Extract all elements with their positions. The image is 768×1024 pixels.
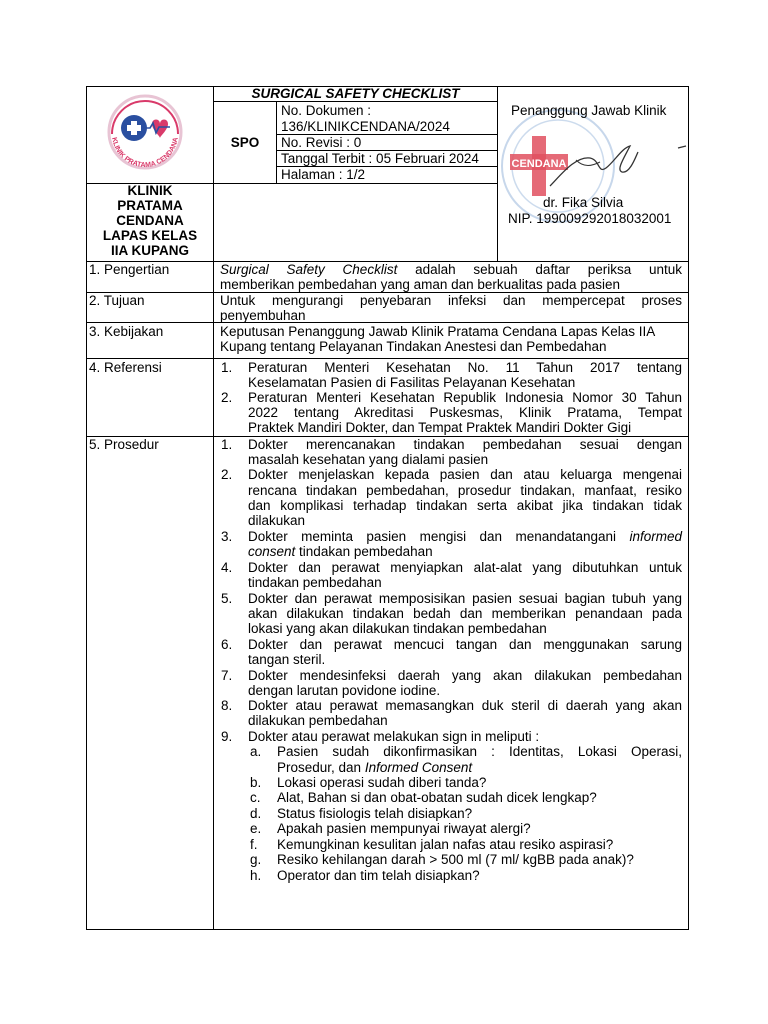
- sub-step-line: Kemungkinan kesulitan jalan nafas atau resiko aspirasi?: [277, 837, 614, 852]
- sub-step-letter: a.: [250, 744, 262, 759]
- ref-line: Peraturan Menteri Kesehatan Republik Indonesia Nomor 30 Tahun: [248, 390, 682, 405]
- sub-step-term: Informed Consent: [364, 760, 473, 775]
- tujuan-line2: penyembuhan: [220, 308, 306, 323]
- step-line: Dokter atau perawat memasangkan duk steril di daerah yang akan: [248, 698, 682, 713]
- sub-step-line: Status fisiologis telah disiapkan?: [277, 806, 473, 821]
- clinic-name-line: PRATAMA: [117, 198, 183, 213]
- step-line: Dokter dan perawat memposisikan pasien sesuai bagian tubuh yang: [248, 591, 682, 606]
- sub-step-line: Lokasi operasi sudah diberi tanda?: [277, 775, 487, 790]
- spo-label: SPO: [230, 135, 260, 150]
- ref-line: 2022 tentang Akreditasi Puskesmas, Klinik Pratama, Tempat: [248, 405, 682, 420]
- sub-step-letter: f.: [250, 837, 258, 852]
- ref-number: 1.: [221, 360, 233, 375]
- step-line: Dokter merencanakan tindakan pembedahan sesuai dengan: [248, 437, 682, 452]
- step-number: 7.: [221, 668, 233, 683]
- clinic-name-line: IIA KUPANG: [110, 243, 189, 258]
- section-label-tujuan: 2. Tujuan: [89, 293, 145, 308]
- clinic-name-line: LAPAS KELAS: [102, 228, 198, 243]
- kebijakan-line2: Kupang tentang Pelayanan Tindakan Anestesi dan Pembedahan: [220, 339, 607, 354]
- step-term: informed: [629, 529, 682, 544]
- clinic-name-line: KLINIK: [127, 183, 173, 198]
- step-term: consent: [248, 544, 296, 559]
- step-line: dilakukan pembedahan: [248, 713, 388, 728]
- divider-spo: [276, 101, 277, 184]
- step-line: lokasi yang akan dilakukan tindakan pembedahan: [248, 621, 547, 636]
- step-line: dilakukan: [248, 513, 306, 528]
- step-line: dan komplikasi terhadap tindakan serta akibat jika tindakan tidak: [248, 498, 682, 513]
- section-line-4: [86, 358, 689, 359]
- sub-step-line: Alat, Bahan si dan obat-obatan sudah dicek lengkap?: [277, 790, 597, 805]
- step-number: 8.: [221, 698, 233, 713]
- clinic-logo: [100, 94, 190, 170]
- pengertian-text: adalah sebuah daftar periksa untuk: [397, 262, 682, 277]
- step-line: Dokter menjelaskan kepada pasien dan atau keluarga mengenai: [248, 467, 682, 482]
- step-number: 6.: [221, 637, 233, 652]
- step-line: Dokter dan perawat mencuci tangan dan menggunakan sarung: [248, 637, 682, 652]
- sub-step-letter: b.: [250, 775, 262, 790]
- sub-step-letter: d.: [250, 806, 262, 821]
- document-title: SURGICAL SAFETY CHECKLIST: [251, 86, 460, 101]
- step-line: rencana tindakan pembedahan, prosedur tindakan, manfaat, resiko: [248, 483, 682, 498]
- step-line: akan dilakukan tindakan bedah dan memberikan penandaan pada: [248, 606, 682, 621]
- section-label-prosedur: 5. Prosedur: [89, 437, 159, 452]
- title-row-line: [213, 101, 497, 102]
- ref-line: Keselamatan Pasien di Fasilitas Pelayanan Kesehatan: [248, 375, 576, 390]
- clinic-name: [87, 183, 213, 258]
- ref-line: Praktek Mandiri Dokter, dan Tempat Praktek Mandiri Dokter Gigi: [248, 420, 632, 435]
- sub-step-letter: c.: [250, 790, 261, 805]
- sub-step-letter: h.: [250, 868, 262, 883]
- sub-step-line: Resiko kehilangan darah > 500 ml (7 ml/ kgBB pada anak)?: [277, 852, 634, 867]
- step-line: Dokter dan perawat menyiapkan alat-alat yang dibutuhkan untuk: [248, 560, 682, 575]
- step-line: tindakan pembedahan: [248, 575, 382, 590]
- step-line: [248, 529, 682, 544]
- logo-text: KLINIK PRATAMA CENDANA: [110, 136, 180, 170]
- sub-step-text: Prosedur, dan: [277, 760, 365, 775]
- border-bottom: [86, 929, 689, 930]
- step-line: [248, 544, 433, 559]
- divider-col1: [213, 86, 214, 930]
- pengertian-line2: memberikan pembedahan yang aman dan berkualitas pada pasien: [220, 277, 621, 292]
- sub-step-letter: g.: [250, 852, 262, 867]
- kebijakan-line1: Keputusan Penanggung Jawab Klinik Pratama Cendana Lapas Kelas IIA: [220, 324, 656, 339]
- clinic-name-line: CENDANA: [116, 213, 184, 228]
- step-text: Dokter meminta pasien mengisi dan menandatangani: [248, 529, 630, 544]
- step-line: dengan larutan povidone iodine.: [248, 683, 441, 698]
- section-label-referensi: 4. Referensi: [89, 360, 162, 375]
- step-number: 2.: [221, 467, 233, 482]
- step-number: 9.: [221, 729, 233, 744]
- responsible-title: Penanggung Jawab Klinik: [511, 103, 667, 118]
- step-line: Dokter mendesinfeksi daerah yang akan dilakukan pembedahan: [248, 668, 682, 683]
- pengertian-term: Surgical Safety Checklist: [220, 262, 398, 277]
- step-number: 1.: [221, 437, 233, 452]
- step-text: tindakan pembedahan: [295, 544, 433, 559]
- ref-line: Peraturan Menteri Kesehatan No. 11 Tahun 2017 tentang: [248, 360, 682, 375]
- sub-step-line: Apakah pasien mempunyai riwayat alergi?: [277, 821, 531, 836]
- responsible-nip: NIP. 199009292018032001: [508, 211, 672, 226]
- step-line: tangan steril.: [248, 652, 326, 667]
- step-number: 3.: [221, 529, 233, 544]
- step-number: 5.: [221, 591, 233, 606]
- section-label-pengertian: 1. Pengertian: [89, 262, 170, 277]
- sub-step-line: [277, 760, 472, 775]
- sub-step-line: Pasien sudah dikonfirmasikan : Identitas, Lokasi Operasi,: [277, 744, 682, 759]
- halaman: Halaman : 1/2: [281, 167, 366, 182]
- tujuan-line1: Untuk mengurangi penyebaran infeksi dan mempercepat proses: [220, 293, 682, 308]
- sub-step-line: Operator dan tim telah disiapkan?: [277, 868, 480, 883]
- no-dokumen-label: No. Dokumen :: [281, 103, 372, 118]
- section-line-3: [86, 322, 689, 323]
- responsible-name: dr. Fika Silvia: [543, 195, 624, 210]
- tanggal-terbit: Tanggal Terbit : 05 Februari 2024: [281, 151, 479, 166]
- no-revisi: No. Revisi : 0: [281, 135, 362, 150]
- step-line: masalah kesehatan yang dialami pasien: [248, 452, 489, 467]
- step-number: 4.: [221, 560, 233, 575]
- section-label-kebijakan: 3. Kebijakan: [89, 324, 164, 339]
- sub-step-letter: e.: [250, 821, 262, 836]
- ref-number: 2.: [221, 390, 233, 405]
- stamp-text: CENDANA: [511, 158, 567, 170]
- pengertian-line1: [220, 262, 682, 277]
- no-dokumen-value: 136/KLINIKCENDANA/2024: [281, 119, 450, 134]
- step-line: Dokter atau perawat melakukan sign in meliputi :: [248, 729, 540, 744]
